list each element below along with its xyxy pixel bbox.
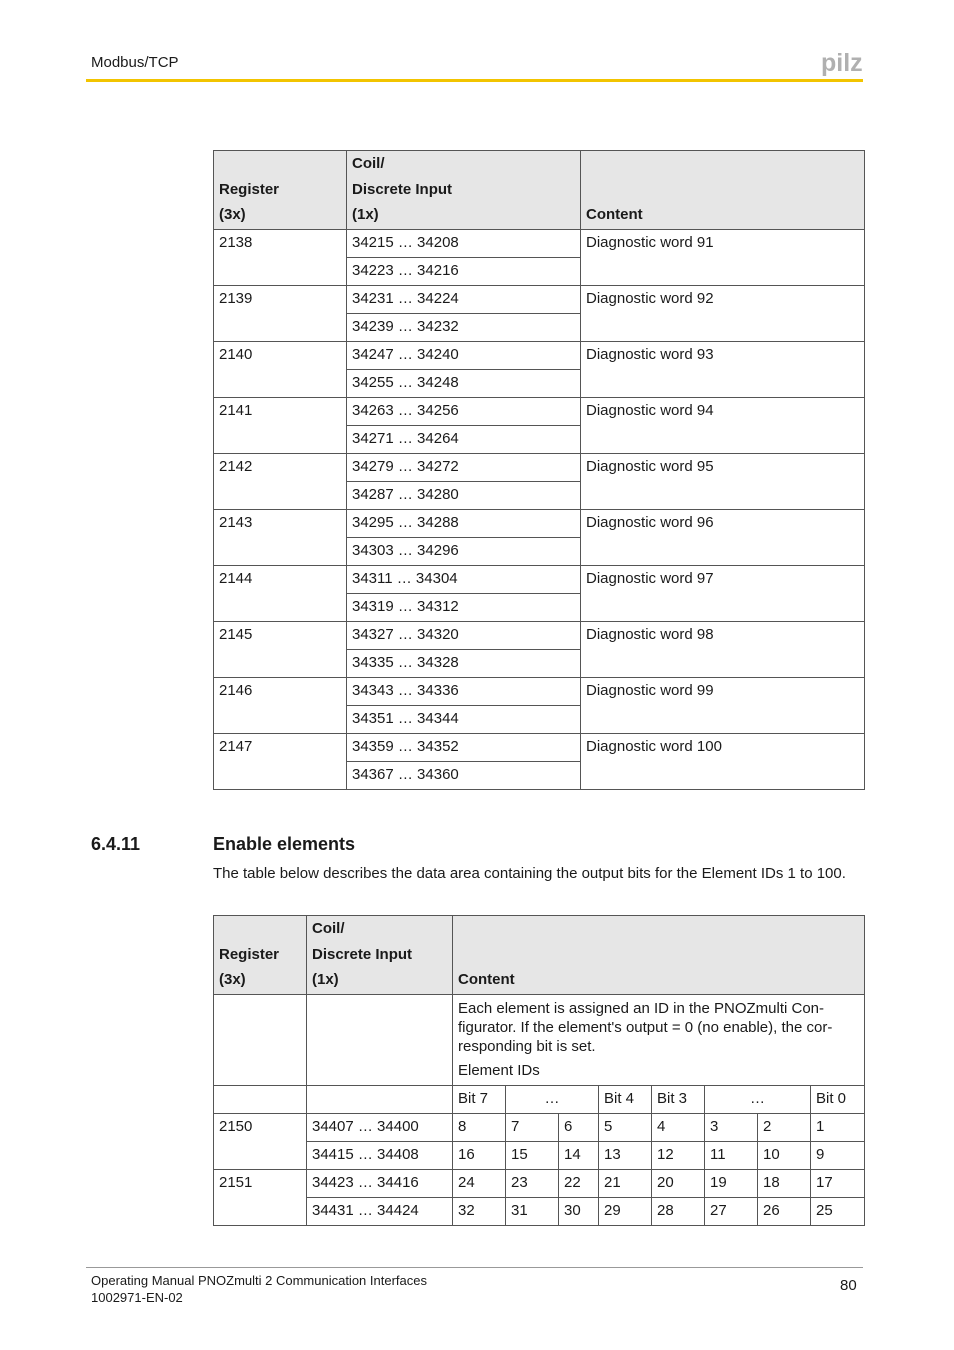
register-cell: 2139 (214, 285, 347, 341)
header-rule (86, 79, 863, 82)
element-id-cell: 11 (705, 1141, 758, 1169)
element-id-cell: 15 (506, 1141, 559, 1169)
coil-range-cell: 34423 … 34416 (307, 1169, 453, 1197)
bit-label: … (705, 1085, 811, 1113)
footer-doc-number: 1002971-EN-02 (91, 1290, 183, 1305)
element-id-cell: 16 (453, 1141, 506, 1169)
element-id-cell: 28 (652, 1197, 705, 1225)
table-row (214, 397, 865, 425)
element-id-cell: 25 (811, 1197, 865, 1225)
table-row (214, 509, 865, 537)
content-cell: Diagnostic word 95 (581, 453, 865, 509)
bit-label: Bit 3 (652, 1085, 705, 1113)
table-row (214, 677, 865, 705)
element-id-cell: 24 (453, 1169, 506, 1197)
coil-range-cell: 34431 … 34424 (307, 1197, 453, 1225)
bit-label: … (506, 1085, 599, 1113)
coil-range-cell: 34231 … 34224 (347, 285, 581, 313)
coil-range-cell: 34247 … 34240 (347, 341, 581, 369)
register-cell: 2140 (214, 341, 347, 397)
bit-label: Bit 7 (453, 1085, 506, 1113)
coil-range-cell: 34279 … 34272 (347, 453, 581, 481)
header-content: Content (581, 151, 865, 230)
empty-cell (214, 1085, 307, 1113)
svg-text:pilz: pilz (821, 50, 863, 76)
element-id-cell: 32 (453, 1197, 506, 1225)
register-cell: 2141 (214, 397, 347, 453)
element-ids-label: Element IDs (458, 1061, 540, 1079)
coil-range-cell: 34407 … 34400 (307, 1113, 453, 1141)
table-row (214, 453, 865, 481)
register-cell: 2150 (214, 1113, 307, 1169)
content-cell: Diagnostic word 91 (581, 229, 865, 285)
register-cell: 2147 (214, 733, 347, 789)
element-id-cell: 29 (599, 1197, 652, 1225)
coil-range-cell: 34319 … 34312 (347, 593, 581, 621)
register-cell: 2143 (214, 509, 347, 565)
header-register: Register (3x) (214, 916, 307, 995)
header-content: Content (453, 916, 865, 995)
element-id-cell: 20 (652, 1169, 705, 1197)
empty-cell (214, 994, 307, 1085)
coil-range-cell: 34303 … 34296 (347, 537, 581, 565)
element-id-cell: 23 (506, 1169, 559, 1197)
table-row (214, 285, 865, 313)
element-id-cell: 30 (559, 1197, 599, 1225)
footer-rule (86, 1267, 863, 1268)
content-cell: Diagnostic word 99 (581, 677, 865, 733)
coil-range-cell: 34215 … 34208 (347, 229, 581, 257)
description-text: Each element is assigned an ID in the PNOZmulti Con-figurator. If the element's output = 0 (no enable), the cor-responding bit is set. (458, 999, 833, 1055)
register-cell: 2151 (214, 1169, 307, 1225)
element-id-cell: 12 (652, 1141, 705, 1169)
element-id-cell: 5 (599, 1113, 652, 1141)
register-cell: 2145 (214, 621, 347, 677)
table-row (214, 1113, 865, 1141)
register-cell: 2146 (214, 677, 347, 733)
coil-range-cell: 34335 … 34328 (347, 649, 581, 677)
element-id-cell: 27 (705, 1197, 758, 1225)
table-row (214, 565, 865, 593)
table-row (214, 1169, 865, 1197)
content-cell: Diagnostic word 92 (581, 285, 865, 341)
coil-range-cell: 34239 … 34232 (347, 313, 581, 341)
element-id-cell: 17 (811, 1169, 865, 1197)
coil-range-cell: 34255 … 34248 (347, 369, 581, 397)
coil-range-cell: 34271 … 34264 (347, 425, 581, 453)
section-number: 6.4.11 (91, 834, 141, 854)
bit-label: Bit 4 (599, 1085, 652, 1113)
coil-range-cell: 34343 … 34336 (347, 677, 581, 705)
register-cell: 2138 (214, 229, 347, 285)
section-description: The table below describes the data area containing the output bits for the Element IDs 1 to 100. (213, 865, 846, 882)
coil-range-cell: 34263 … 34256 (347, 397, 581, 425)
element-id-cell: 4 (652, 1113, 705, 1141)
element-id-cell: 31 (506, 1197, 559, 1225)
element-id-cell: 19 (705, 1169, 758, 1197)
header-register: Register (3x) (214, 151, 347, 230)
coil-range-cell: 34295 … 34288 (347, 509, 581, 537)
coil-range-cell: 34327 … 34320 (347, 621, 581, 649)
table-row (214, 229, 865, 257)
header-coil: Coil/ Discrete Input (1x) (307, 916, 453, 995)
table-row (214, 341, 865, 369)
register-cell: 2144 (214, 565, 347, 621)
element-id-cell: 22 (559, 1169, 599, 1197)
coil-range-cell: 34223 … 34216 (347, 257, 581, 285)
element-id-cell: 21 (599, 1169, 652, 1197)
coil-range-cell: 34287 … 34280 (347, 481, 581, 509)
header-coil: Coil/ Discrete Input (1x) (347, 151, 581, 230)
table-row (214, 1197, 865, 1225)
coil-range-cell: 34359 … 34352 (347, 733, 581, 761)
content-description (453, 994, 865, 1085)
element-id-cell: 1 (811, 1113, 865, 1141)
register-table-enable (213, 915, 865, 1226)
empty-cell (307, 1085, 453, 1113)
page-number: 80 (840, 1277, 857, 1294)
element-id-cell: 2 (758, 1113, 811, 1141)
table-row (214, 733, 865, 761)
coil-range-cell: 34367 … 34360 (347, 761, 581, 789)
element-id-cell: 8 (453, 1113, 506, 1141)
pilz-logo-icon (821, 50, 865, 76)
empty-cell (307, 994, 453, 1085)
footer-manual-title: Operating Manual PNOZmulti 2 Communication Interfaces (91, 1273, 427, 1288)
register-table-diagnostic (213, 150, 865, 790)
register-cell: 2142 (214, 453, 347, 509)
coil-range-cell: 34311 … 34304 (347, 565, 581, 593)
running-header: Modbus/TCP (91, 54, 179, 71)
element-id-cell: 3 (705, 1113, 758, 1141)
content-cell: Diagnostic word 93 (581, 341, 865, 397)
element-id-cell: 26 (758, 1197, 811, 1225)
table-row (214, 1141, 865, 1169)
content-cell: Diagnostic word 94 (581, 397, 865, 453)
coil-range-cell: 34351 … 34344 (347, 705, 581, 733)
element-id-cell: 13 (599, 1141, 652, 1169)
table-header-row (214, 916, 865, 995)
element-id-cell: 7 (506, 1113, 559, 1141)
element-id-cell: 10 (758, 1141, 811, 1169)
table-row (214, 621, 865, 649)
section-title: Enable elements (213, 834, 356, 854)
content-cell: Diagnostic word 98 (581, 621, 865, 677)
element-id-cell: 6 (559, 1113, 599, 1141)
coil-range-cell: 34415 … 34408 (307, 1141, 453, 1169)
content-cell: Diagnostic word 96 (581, 509, 865, 565)
element-id-cell: 18 (758, 1169, 811, 1197)
element-id-cell: 9 (811, 1141, 865, 1169)
bit-label: Bit 0 (811, 1085, 865, 1113)
bit-label-row (214, 1085, 865, 1113)
content-cell: Diagnostic word 100 (581, 733, 865, 789)
description-row (214, 994, 865, 1085)
table-header-row (214, 151, 865, 230)
content-cell: Diagnostic word 97 (581, 565, 865, 621)
element-id-cell: 14 (559, 1141, 599, 1169)
